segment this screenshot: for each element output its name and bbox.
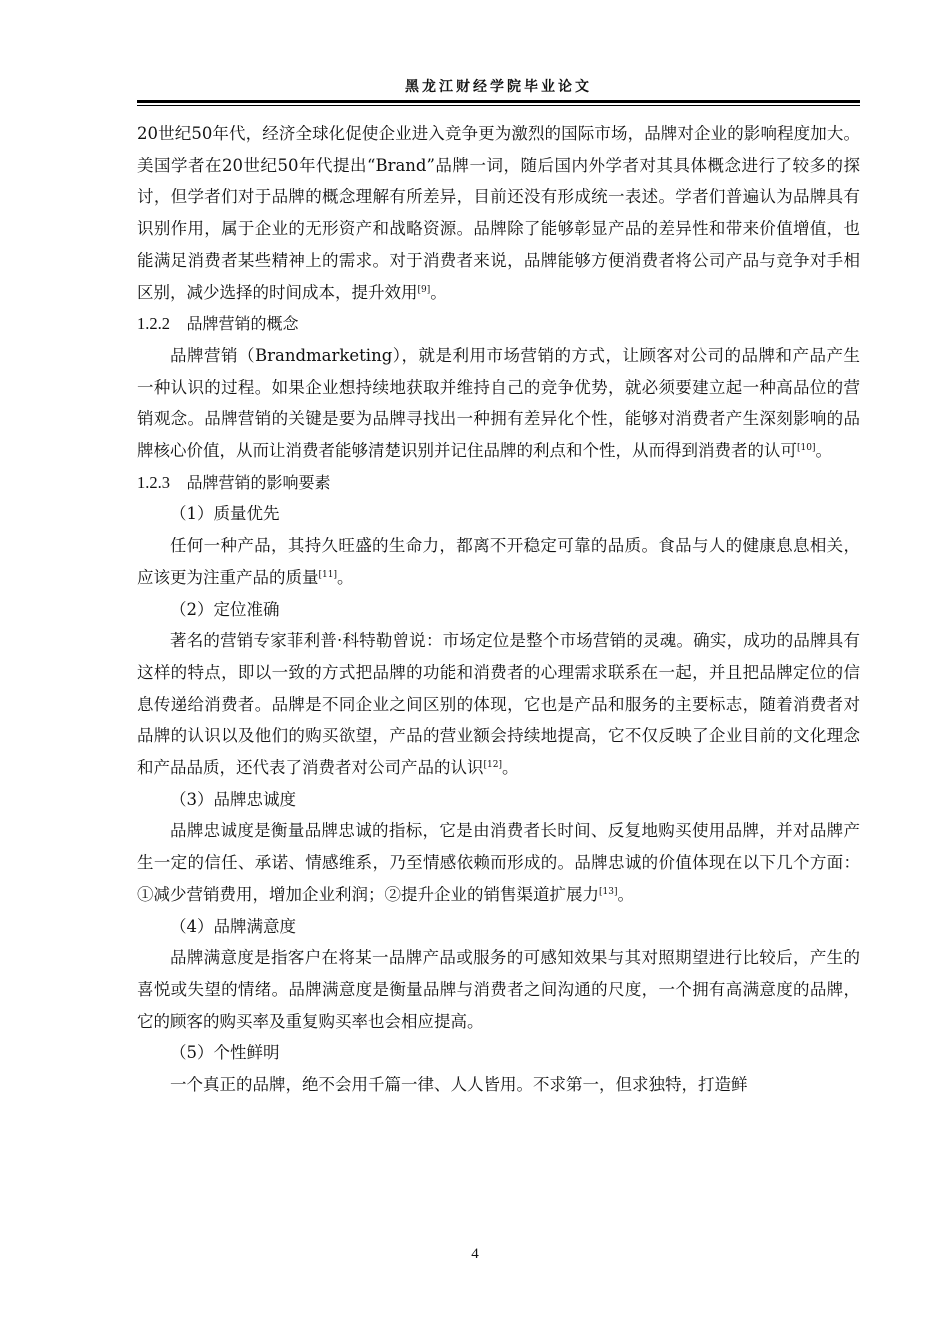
citation-12: [12]: [483, 760, 502, 771]
section-heading-1-2-3: [137, 467, 860, 499]
section-heading-1-2-2: [137, 308, 860, 340]
page-number: 4: [471, 1246, 479, 1262]
page-body: [137, 118, 860, 1101]
paragraph-text: 20世纪50年代，经济全球化促使企业进入竞争更为激烈的国际市场，品牌对企业的影响程度加大。美国学者在20世纪50年代提出“Brand”品牌一词，随后国内外学者对其具体概念进行了较多的探讨，但学者们对于品牌的概念理解有所差异，目前还没有形成统一表述。学者们普遍认为品牌具有识别作用，属于企业的无形资产和战略资源。品牌除了能够彰显产品的差异性和带来价值增值，也能满足消费者某些精神上的需求。对于消费者来说，品牌能够方便消费者将公司产品与竞争对手相区别，减少选择的时间成本，提升效用: [137, 124, 860, 302]
citation-13: [13]: [599, 886, 618, 897]
section-title: 品牌营销的概念: [186, 314, 299, 334]
paragraph-text: 任何一种产品，其持久旺盛的生命力，都离不开稳定可靠的品质。食品与人的健康息息相关，应该更为注重产品的质量: [137, 536, 860, 587]
paragraph-personality: 一个真正的品牌，绝不会用千篇一律、人人皆用。不求第一，但求独特，打造鲜: [170, 1075, 748, 1095]
paragraph-text: 品牌营销（Brandmarketing），就是利用市场营销的方式，让顾客对公司的品牌和产品产生一种认识的过程。如果企业想持续地获取并维持自己的竞争优势，就必须要建立起一种高品位的营销观念。品牌营销的关键是要为品牌寻找出一种拥有差异化个性，能够对消费者产生深刻影响的品牌核心价值，从而让消费者能够清楚识别并记住品牌的利点和个性，从而得到消费者的认可: [137, 345, 860, 461]
citation-11: [11]: [318, 569, 337, 580]
subheading-brand-loyalty: （3）品牌忠诚度: [170, 789, 296, 809]
paragraph-brand-marketing-concept: [137, 340, 860, 467]
section-title: 品牌营销的影响要素: [186, 472, 331, 492]
paragraph-end-punct: 。: [430, 282, 447, 302]
section-number: 1.2.2: [137, 314, 170, 334]
paragraph-quality: [137, 530, 860, 593]
subheading-brand-satisfaction: （4）品牌满意度: [170, 916, 296, 936]
header-rule-thick: [137, 100, 860, 103]
running-header-title: 黑龙江财经学院毕业论文: [405, 79, 592, 95]
paragraph-end-punct: 。: [336, 567, 354, 587]
citation-10: [10]: [797, 443, 816, 454]
paragraph-satisfaction: 品牌满意度是指客户在将某一品牌产品或服务的可感知效果与其对照期望进行比较后，产生的喜悦或失望的情绪。品牌满意度是衡量品牌与消费者之间沟通的尺度，一个拥有高满意度的品牌，它的顾客的购买率及重复购买率也会相应提高。: [137, 948, 860, 1031]
paragraph-positioning: [137, 625, 860, 784]
paragraph-text: 著名的营销专家菲利普·科特勒曾说：市场定位是整个市场营销的灵魂。确实，成功的品牌具有这样的特点，即以一致的方式把品牌的功能和消费者的心理需求联系在一起，并且把品牌定位的信息传递给消费者。品牌是不同企业之间区别的体现，它也是产品和服务的主要标志，随着消费者对品牌的认识以及他们的购买欲望，产品的营业额会持续地提高，它不仅反映了企业目前的文化理念和产品品质，还代表了消费者对公司产品的认识: [137, 631, 860, 778]
subheading-quality-first: （1）质量优先: [170, 504, 280, 524]
section-number: 1.2.3: [137, 472, 170, 492]
paragraph-text: 品牌忠诚度是衡量品牌忠诚的指标，它是由消费者长时间、反复地购买使用品牌，并对品牌产生一定的信任、承诺、情感维系，乃至情感依赖而形成的。品牌忠诚的价值体现在以下几个方面：①减少营销费用，增加企业利润；②提升企业的销售渠道扩展力: [137, 821, 860, 904]
header-rule-thin: [137, 105, 860, 106]
paragraph-brand-history: [137, 118, 860, 308]
paragraph-end-punct: 。: [815, 441, 832, 461]
subheading-accurate-positioning: （2）定位准确: [170, 599, 280, 619]
subheading-distinct-personality: （5）个性鲜明: [170, 1043, 280, 1063]
paragraph-loyalty: [137, 815, 860, 910]
paragraph-end-punct: 。: [617, 884, 634, 904]
paragraph-end-punct: 。: [501, 758, 519, 778]
citation-9: [9]: [417, 284, 431, 295]
